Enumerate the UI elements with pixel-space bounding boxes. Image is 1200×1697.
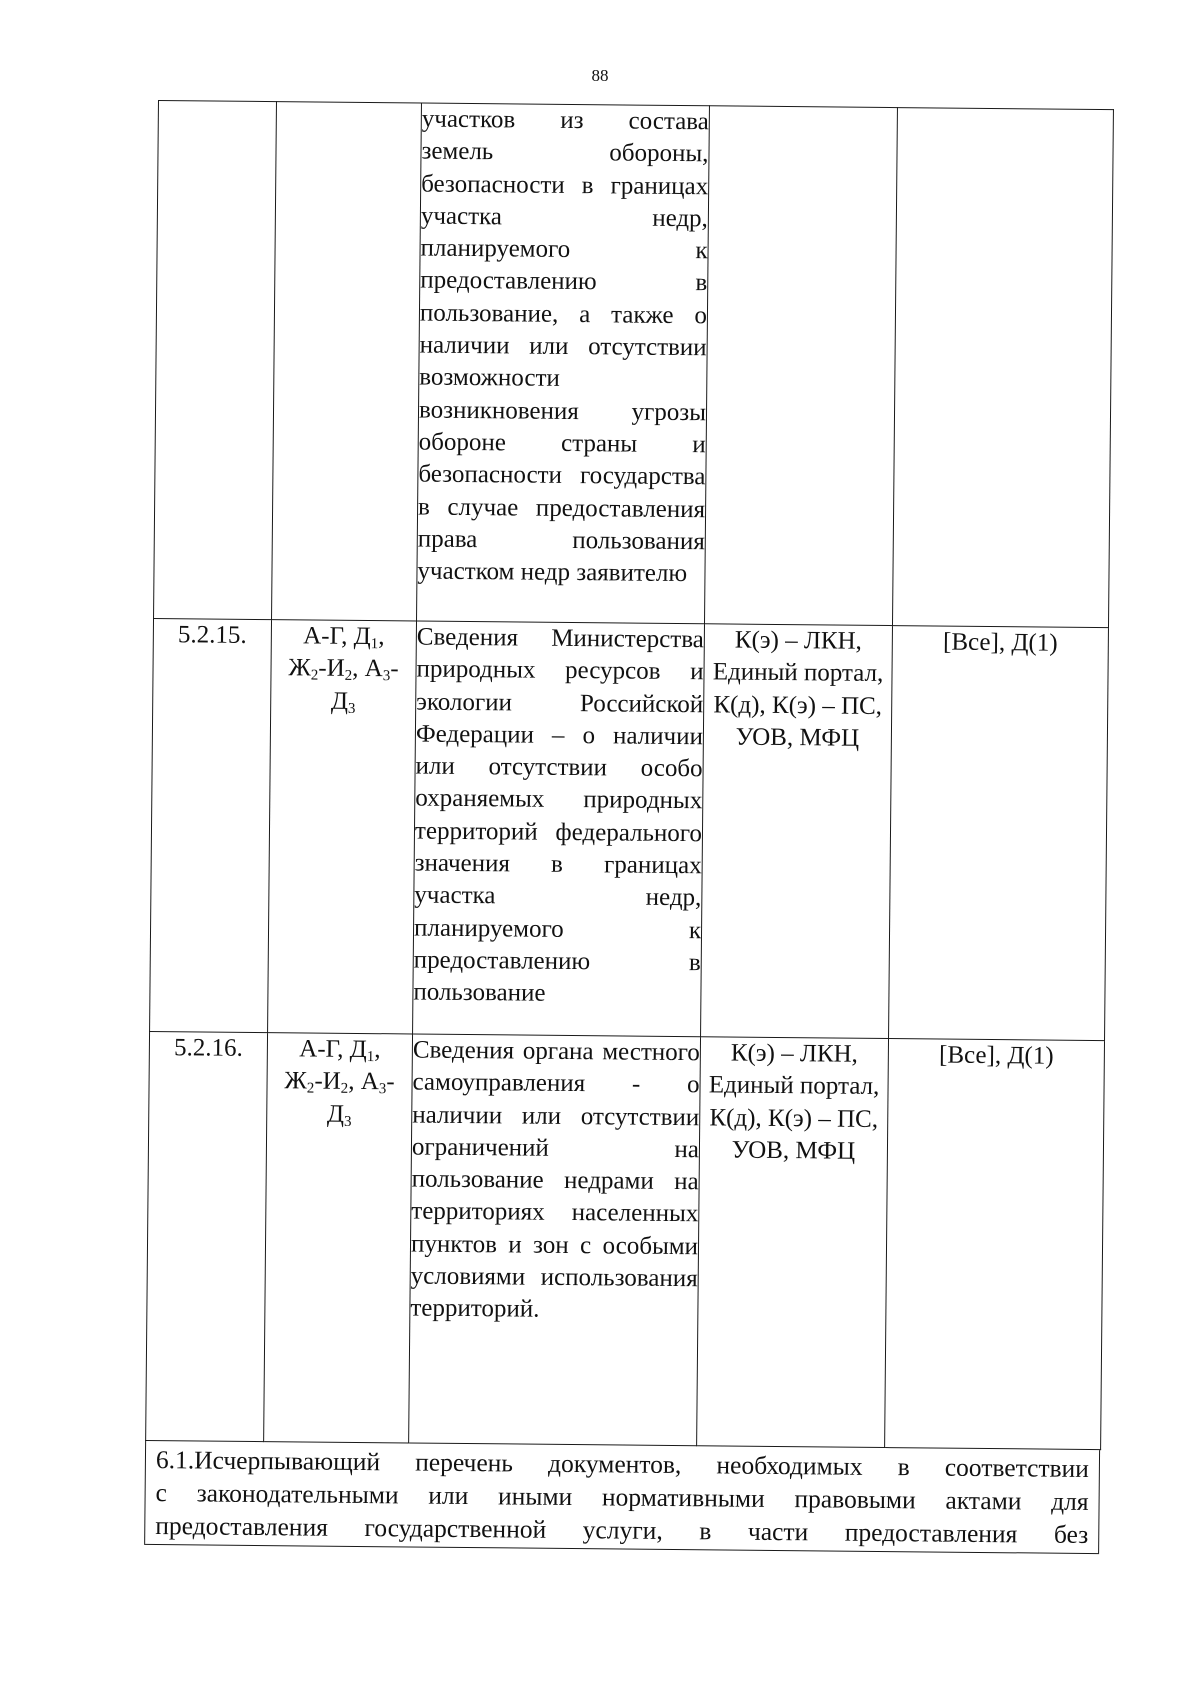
table-row bbox=[146, 1031, 1105, 1449]
submission-channel: К(э) – ЛКН, Единый портал, К(д), К(э) – ПС, УОВ, МФЦ bbox=[701, 624, 893, 1039]
applicant-category: А-Г, $Д_1$, $Ж_2-И_2$, $А_3-$ $Д_3$ bbox=[264, 1033, 413, 1443]
applicant-category bbox=[272, 102, 422, 621]
document-description bbox=[417, 103, 710, 624]
summary-line: с законодательными или иными нормативными правовыми актами для bbox=[155, 1478, 1089, 1516]
description-text: Сведения органа местного самоуправления - о наличии или отсутствии ограничений на пользование недрами на территориях населенных пунктов и зон с особыми условиями использования территорий. bbox=[410, 1036, 701, 1324]
section-heading-6-1 bbox=[144, 1441, 1100, 1553]
summary-line: предоставления государственной услуги, в части предоставления без bbox=[155, 1511, 1089, 1549]
row-number: 5.2.16. bbox=[146, 1031, 268, 1441]
table-row bbox=[150, 618, 1109, 1040]
description-text: участков из состава земель обороны, безопасности в границах участка недр, планируемого к предоставлению в пользование, а также о наличии или отсутствии возможности возникновения угрозы обороне страны и безопасности государства в случае предоставления права пользования участком недр заявителю bbox=[417, 105, 709, 588]
document-table-region bbox=[144, 100, 1113, 1554]
document-description bbox=[413, 621, 705, 1037]
submission-channel: К(э) – ЛКН, Единый портал, К(д), К(э) – ПС, УОВ, МФЦ bbox=[697, 1037, 889, 1448]
applicant-category: А-Г, $Д_1$, $Ж_2-И_2$, $А_3-$ $Д_3$ bbox=[268, 620, 417, 1034]
submission-channel bbox=[704, 106, 897, 626]
summary-line: 6.1.Исчерпывающий перечень документов, необходимых в соответствии bbox=[155, 1445, 1090, 1483]
document-description bbox=[409, 1034, 701, 1446]
page-number: 88 bbox=[591, 66, 609, 85]
submission-mode bbox=[892, 108, 1113, 628]
row-number: 5.2.15. bbox=[150, 618, 272, 1032]
submission-mode: [Все], Д(1) bbox=[885, 1039, 1105, 1450]
row-number bbox=[154, 101, 277, 620]
documents-table bbox=[145, 100, 1114, 1450]
table-row bbox=[154, 101, 1114, 628]
description-text: Сведения Министерства природных ресурсов и экологии Российской Федерации – о наличии или отсутствии особо охраняемых природных территорий федерального значения в границах участка недр, планируемого к предоставлению в пользование bbox=[413, 623, 704, 1008]
submission-mode: [Все], Д(1) bbox=[889, 626, 1109, 1041]
